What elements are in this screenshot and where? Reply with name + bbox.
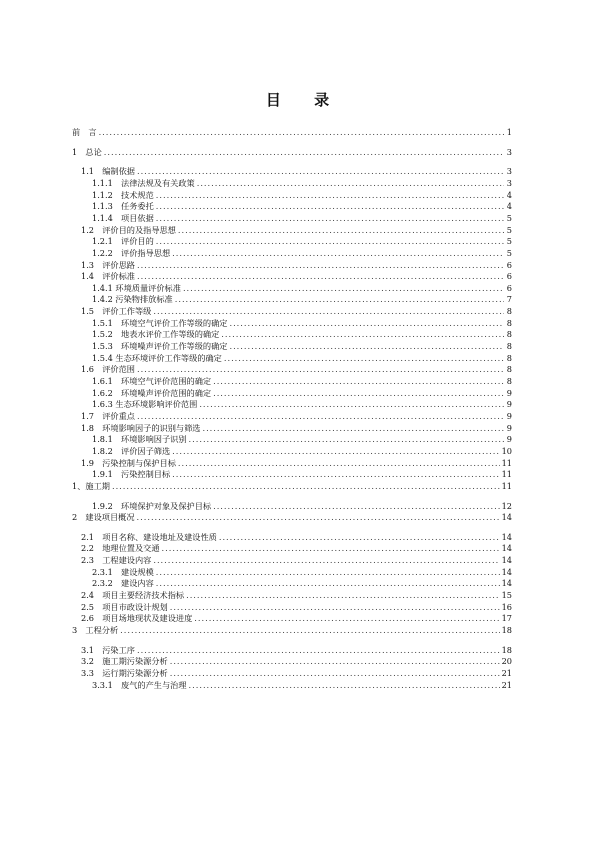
toc-entry[interactable] [92,190,512,201]
toc-entry-page: 11 [501,457,512,468]
toc-entry-title: 1.8.2 评价因子筛选 [92,445,171,456]
toc-entry-page: 1 [506,127,512,137]
toc-entry-title: 1、施工期 [72,480,110,491]
toc-entry-title: 2.3.1 建设规模 [92,566,154,577]
toc-entry[interactable] [72,512,512,523]
toc-entry-title: 3 工程分析 [72,625,119,635]
toc-entry-page: 18 [501,644,512,655]
toc-entry-title: 1.6.3 生态环境影响评价范围 [92,399,198,410]
toc-leader-dots [137,512,500,523]
toc-entry-page: 8 [506,364,512,375]
toc-entry-title: 1.8 环境影响因子的识别与筛选 [81,422,201,433]
toc-entry-page: 9 [506,387,512,398]
toc-entry-page: 3 [506,177,512,188]
toc-entry-title: 1.2.1 评价目的 [92,236,154,247]
toc-leader-dots [202,423,504,434]
toc-entry-page: 10 [501,445,512,456]
toc-leader-dots [229,318,504,329]
toc-entry[interactable] [81,458,512,469]
toc-entry-title: 2.1 项目名称、建设地址及建设性质 [81,531,217,542]
toc-entry[interactable] [81,271,512,282]
toc-entry-title: 1.4 评价标准 [81,271,135,282]
toc-entry[interactable] [92,680,512,691]
toc-entry-title: 1.6 评价范围 [81,364,135,375]
toc-entry[interactable] [81,602,512,613]
toc-entry-page: 3 [506,146,512,157]
toc-entry-page: 12 [501,500,512,511]
toc-entry-title: 2.5 项目市政设计规划 [81,601,168,612]
toc-leader-dots [178,458,500,469]
toc-leader-dots [137,411,504,422]
toc-leader-dots [189,434,504,445]
toc-entry-page: 18 [501,625,512,635]
toc-entry-page: 21 [501,667,512,678]
toc-entry[interactable] [92,329,512,340]
toc-entry-title: 2.2 地理位置及交通 [81,543,160,554]
toc-entry-title: 1.4.2 污染物排放标准 [92,294,173,305]
toc-entry-page: 9 [506,410,512,421]
toc-leader-dots [156,201,504,212]
toc-leader-dots [99,127,504,138]
toc-entry-page: 11 [501,480,512,491]
toc-leader-dots [186,590,499,601]
toc-entry-page: 8 [506,341,512,352]
toc-entry[interactable] [92,376,512,387]
toc-entry-page: 14 [501,531,512,542]
toc-entry[interactable] [92,399,512,410]
toc-entry-title: 2.3 工程建设内容 [81,555,152,566]
toc-entry-page: 6 [506,282,512,293]
toc-entry-title: 1.3 评价思路 [81,259,135,270]
toc-entry[interactable] [81,613,512,624]
toc-entry-title: 1.5 评价工作等级 [81,306,152,317]
toc-leader-dots [183,283,504,294]
toc-entry[interactable] [72,625,512,636]
toc-entry[interactable] [81,166,512,177]
toc-leader-dots [170,602,500,613]
toc-entry-page: 9 [506,399,512,410]
toc-entry[interactable] [92,318,512,329]
toc-entry-page: 21 [501,679,512,690]
toc-entry-page: 5 [506,236,512,247]
toc-entry[interactable] [72,481,512,492]
toc-entry-page: 14 [501,566,512,577]
toc-leader-dots [213,388,504,399]
toc-entry-title: 1.1.1 法律法规及有关政策 [92,177,195,188]
toc-entry-title: 1.5.2 地表水评价工作等级的确定 [92,329,220,340]
toc-entry-title: 1.4.1 环境质量评价标准 [92,282,181,293]
toc-entry-title: 前 言 [72,127,97,137]
toc-leader-dots [178,225,504,236]
toc-entry[interactable] [92,236,512,247]
toc-leader-dots [156,236,504,247]
toc-entry[interactable] [81,411,512,422]
toc-entry[interactable] [81,543,512,554]
toc-entry-page: 14 [501,543,512,554]
toc-entry[interactable] [81,225,512,236]
toc-leader-dots [156,213,504,224]
toc-entry[interactable] [92,294,512,305]
toc-leader-dots [172,469,499,480]
toc-entry-page: 8 [506,306,512,317]
toc-entry-page: 8 [506,352,512,363]
toc-entry[interactable] [81,645,512,656]
toc-leader-dots [137,260,504,271]
toc-leader-dots [104,147,504,158]
toc-entry-page: 14 [501,512,512,523]
toc-leader-dots [229,341,504,352]
toc-entry-title: 1.5.4 生态环境评价工作等级的确定 [92,352,222,363]
toc-entry-page: 4 [506,201,512,212]
toc-leader-dots [175,294,504,305]
toc-leader-dots [156,190,504,201]
toc-entry-page: 8 [506,329,512,340]
toc-leader-dots [156,567,500,578]
toc-entry[interactable] [92,469,512,480]
toc-entry[interactable] [81,423,512,434]
toc-entry-page: 14 [501,578,512,589]
toc-entry[interactable] [72,127,512,138]
toc-entry[interactable] [92,283,512,294]
toc-entry[interactable] [92,446,512,457]
toc-leader-dots [194,613,499,624]
toc-leader-dots [170,656,500,667]
toc-entry[interactable] [81,532,512,543]
toc-entry-title: 1.8.1 环境影响因子识别 [92,434,187,445]
toc-leader-dots [162,543,500,554]
toc-entry-title: 1.6.2 环境噪声评价范围的确定 [92,387,212,398]
toc-entry-title: 1.9.2 环境保护对象及保护目标 [92,500,212,511]
toc-entry-page: 4 [506,189,512,200]
toc-entry[interactable] [92,353,512,364]
toc-entry[interactable] [81,656,512,667]
toc-entry[interactable] [81,260,512,271]
toc-leader-dots [224,353,504,364]
toc-entry-title: 3.1 污染工序 [81,644,135,655]
toc-entry-page: 15 [501,590,512,601]
toc-title: 目 录 [265,91,344,109]
toc-leader-dots [221,329,504,340]
toc-entry-page: 8 [506,317,512,328]
toc-leader-dots [197,178,504,189]
toc-entry-page: 5 [506,212,512,223]
toc-entry-page: 17 [501,613,512,624]
toc-entry-title: 1.2 评价目的及指导思想 [81,224,176,235]
toc-leader-dots [153,306,504,317]
toc-entry[interactable] [92,201,512,212]
toc-entry-page: 5 [506,247,512,258]
toc-leader-dots [153,555,499,566]
toc-entry[interactable] [92,178,512,189]
toc-entry-page: 7 [506,294,512,305]
toc-entry[interactable] [92,501,512,512]
toc-leader-dots [137,364,504,375]
toc-leader-dots [112,481,500,492]
toc-leader-dots [137,166,504,177]
toc-entry-title: 1.1.4 项目依据 [92,212,154,223]
toc-entry-title: 1.7 评价重点 [81,410,135,421]
toc-entry[interactable] [92,578,512,589]
toc-entry-page: 8 [506,376,512,386]
toc-entry[interactable] [81,364,512,375]
toc-entry-page: 6 [506,259,512,270]
toc-entry[interactable] [92,434,512,445]
toc-leader-dots [213,376,504,387]
toc-entry[interactable] [81,668,512,679]
toc-entry-title: 1.6.1 环境空气评价范围的确定 [92,376,212,386]
toc-entry[interactable] [81,555,512,566]
toc-entry-title: 1.9 污染控制与保护目标 [81,457,176,468]
toc-leader-dots [170,668,500,679]
toc-entry-title: 1.2.2 评价指导思想 [92,247,171,258]
toc-leader-dots [172,446,499,457]
toc-entry-title: 2.6 项目场地现状及建设进度 [81,613,193,624]
toc-entry-title: 1.1 编制依据 [81,166,135,177]
toc-entry-title: 3.3.1 废气的产生与治理 [92,679,187,690]
toc-entry-title: 1 总论 [72,146,102,157]
toc-entry-title: 3.2 施工期污染源分析 [81,656,168,667]
toc-entry[interactable] [92,213,512,224]
toc-entry-page: 9 [506,422,512,433]
toc-entry[interactable] [81,590,512,601]
toc-entry-page: 3 [506,166,512,177]
toc-leader-dots [137,271,504,282]
toc-entry[interactable] [92,388,512,399]
toc-entry-page: 9 [506,434,512,445]
toc-leader-dots [189,680,500,691]
toc-entry-page: 11 [501,469,512,480]
toc-entry-title: 1.5.3 环境噪声评价工作等级的确定 [92,341,228,352]
toc-entry-title: 1.1.2 技术规范 [92,189,154,200]
toc-leader-dots [172,248,504,259]
toc-entry-page: 5 [506,224,512,235]
toc-entry-page: 14 [501,555,512,566]
toc-entry-title: 1.1.3 任务委托 [92,201,154,212]
toc-leader-dots [156,578,500,589]
toc-leader-dots [137,645,500,656]
toc-entry-title: 2 建设项目概况 [72,512,135,523]
toc-leader-dots [219,532,500,543]
toc-entry-page: 16 [501,601,512,612]
toc-entry[interactable] [92,248,512,259]
toc-entry-title: 3.3 运行期污染源分析 [81,667,168,678]
toc-entry[interactable] [72,147,512,158]
toc-entry-page: 20 [501,656,512,667]
toc-entry-title: 2.3.2 建设内容 [92,578,154,589]
toc-entry[interactable] [92,341,512,352]
toc-entry-title: 1.5.1 环境空气评价工作等级的确定 [92,317,228,328]
toc-entry[interactable] [92,567,512,578]
toc-entry-page: 6 [506,271,512,282]
toc-entry-title: 2.4 项目主要经济技术指标 [81,590,185,601]
toc-entry[interactable] [81,306,512,317]
toc-leader-dots [213,501,499,512]
toc-leader-dots [120,625,499,636]
toc-leader-dots [199,399,504,410]
toc-entry-title: 1.9.1 污染控制目标 [92,469,171,480]
